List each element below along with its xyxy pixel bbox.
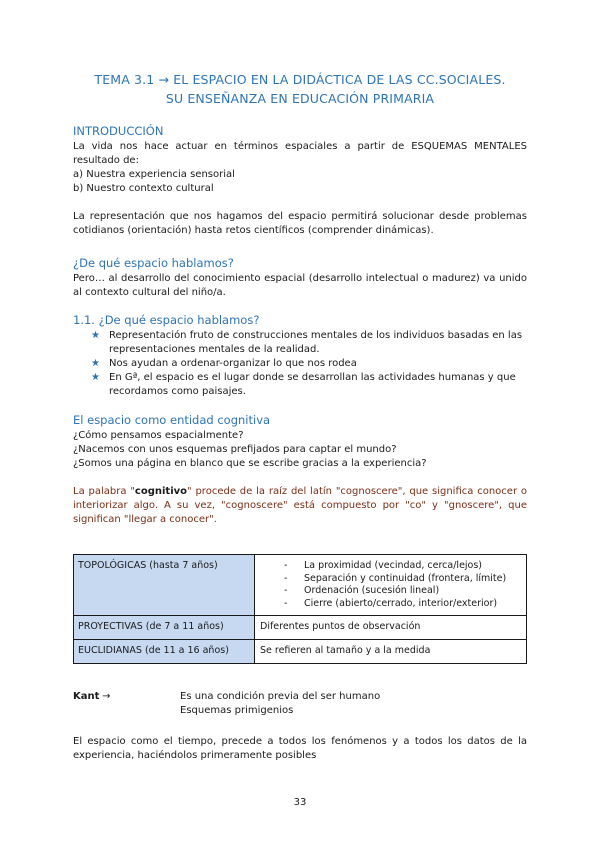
intro-item-b: b) Nuestro contexto cultural — [73, 183, 214, 194]
star-bullet-icon: ★ — [91, 330, 100, 341]
intro-heading: INTRODUCCIÓN — [73, 124, 164, 138]
kant-paragraph: El espacio como el tiempo, precede a todos los fenómenos y a todos los datos de la experiencia, haciéndolos primeramente posibles — [73, 736, 527, 761]
table-cell-label: EUCLIDIANAS (de 11 a 16 años) — [74, 640, 255, 664]
section-1-1-list — [73, 329, 527, 399]
kant-label: Kant — [73, 691, 100, 702]
section-que-heading: ¿De qué espacio hablamos? — [73, 256, 234, 270]
table-cell-value: Se refieren al tamaño y a la medida — [255, 640, 527, 664]
list-item: ★ En Gª, el espacio es el lugar donde se desarrollan las actividades humanas y que recordamos como paisajes. — [91, 372, 516, 397]
intro-paragraph: La representación que nos hagamos del espacio permitirá solucionar desde problemas cotidianos (orientación) hasta retos científicos (comprender dinámicas). — [73, 211, 527, 236]
table-row — [74, 555, 527, 616]
table-cell-value: Diferentes puntos de observación — [255, 616, 527, 640]
page-number: 33 — [293, 797, 307, 808]
intro-item-a: a) Nuestra experiencia sensorial — [73, 169, 235, 180]
list-item: - La proximidad (vecindad, cerca/lejos) — [260, 560, 521, 573]
list-item: ★ Nos ayudan a ordenar-organizar lo que nos rodea — [91, 358, 357, 369]
list-item: - Cierre (abierto/cerrado, interior/exterior) — [260, 598, 521, 611]
section-que-espacio — [73, 256, 527, 300]
document-title — [73, 70, 527, 108]
section-que-paragraph: Pero… al desarrollo del conocimiento espacial (desarrollo intelectual o madurez) va unido al contexto cultural del niño/a. — [73, 273, 527, 298]
table-row — [74, 616, 527, 640]
kant-line-1: Es una condición previa del ser humano — [180, 691, 381, 702]
table-cell-value — [255, 555, 527, 616]
cognitivo-bold: cognitivo — [134, 486, 188, 497]
list-item: ★ Representación fruto de construcciones mentales de los individuos basadas en las representaciones mentales de la realidad. — [91, 330, 523, 355]
star-bullet-icon: ★ — [91, 358, 100, 369]
title-line-2: SU ENSEÑANZA EN EDUCACIÓN PRIMARIA — [165, 91, 435, 106]
cognitiva-question-3: ¿Somos una página en blanco que se escribe gracias a la experiencia? — [73, 458, 427, 469]
list-item: - Separación y continuidad (frontera, límite) — [260, 573, 521, 586]
arrow-right-icon: → — [102, 691, 111, 702]
table-cell-label: PROYECTIVAS (de 7 a 11 años) — [74, 616, 255, 640]
topologicas-list — [260, 560, 521, 610]
intro-line: La vida nos hace actuar en términos espaciales a partir de ESQUEMAS MENTALES resultado de: — [73, 141, 527, 166]
section-1-1-heading: 1.1. ¿De qué espacio hablamos? — [73, 313, 260, 327]
table-row — [74, 640, 527, 664]
cognitiva-question-1: ¿Cómo pensamos espacialmente? — [73, 430, 244, 441]
section-1-1 — [73, 313, 527, 399]
list-item: - Ordenación (sucesión lineal) — [260, 585, 521, 598]
cognitiva-question-2: ¿Nacemos con unos esquemas prefijados para captar el mundo? — [73, 444, 397, 455]
cognitivo-paragraph: La palabra "cognitivo" procede de la raíz del latín "cognoscere", que significa conocer o interiorizar algo. A su vez, "cognoscere" está compuesto por "co" y "gnoscere", que significan "llegar a conocer". — [73, 486, 527, 525]
table-cell-label: TOPOLÓGICAS (hasta 7 años) — [74, 555, 255, 616]
cognitiva-heading: El espacio como entidad cognitiva — [73, 413, 271, 427]
intro-section — [73, 124, 527, 238]
section-cognitiva — [73, 413, 527, 471]
kant-line-2: Esquemas primigenios — [180, 705, 294, 716]
star-bullet-icon: ★ — [91, 372, 100, 383]
title-line-1: TEMA 3.1 → EL ESPACIO EN LA DIDÁCTICA DE LAS CC.SOCIALES. — [94, 72, 506, 87]
spatial-stages-table — [73, 554, 527, 664]
kant-section — [73, 690, 527, 763]
